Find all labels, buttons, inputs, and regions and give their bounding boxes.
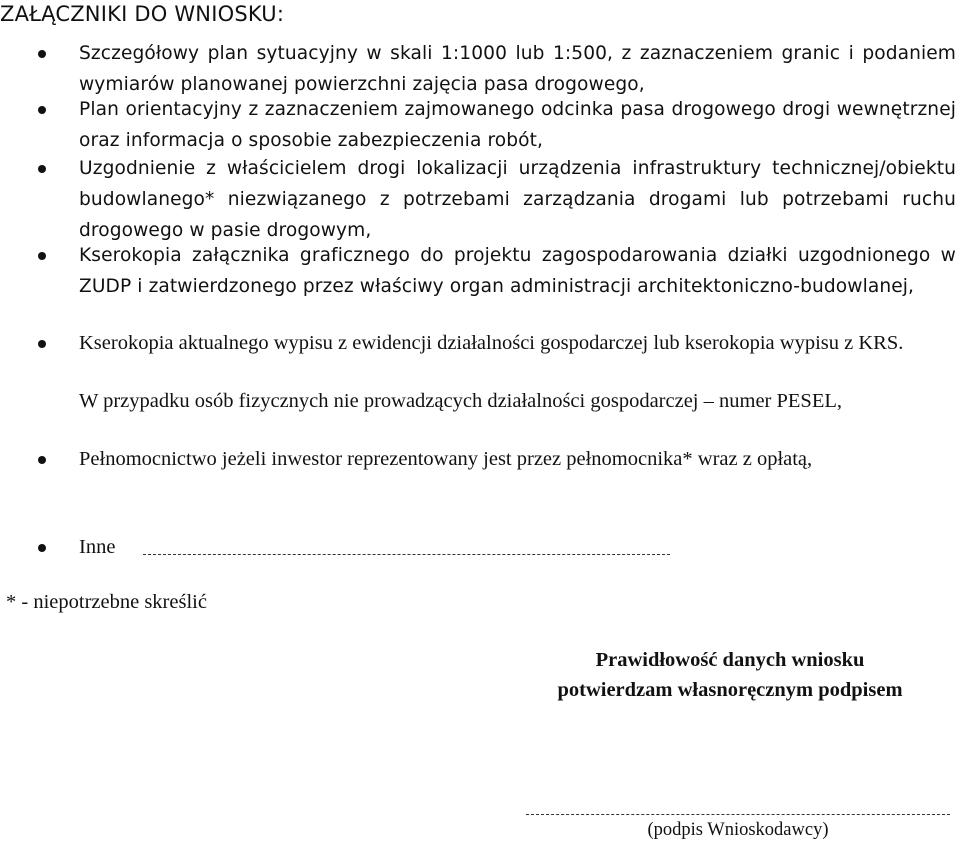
list-item-text: Uzgodnienie z właścicielem drogi lokalizacji urządzenia infrastruktury technicznej/obiektu budowlanego* niezwiązanego z potrzebami zarządzania drogami lub potrzebami ruchu drogowego w pasie drogowym, — [79, 158, 956, 241]
signature-field[interactable] — [526, 814, 950, 815]
bullet-icon — [38, 50, 46, 58]
confirmation-line-2: potwierdzam własnoręcznym podpisem — [557, 679, 903, 701]
list-item-text: Szczegółowy plan sytuacyjny w skali 1:1000 lub 1:500, z zaznaczeniem granic i podaniem wymiarów planowanej powierzchni zajęcia pasa drogowego, — [79, 43, 956, 95]
list-item-text: Plan orientacyjny z zaznaczeniem zajmowanego odcinka pasa drogowego drogi wewnętrznej oraz informacja o sposobie zabezpieczenia robót, — [79, 99, 956, 151]
other-attachments-row — [0, 532, 960, 563]
list-item-text: Kserokopia załącznika graficznego do projektu zagospodarowania działki uzgodnionego w ZUDP i zatwierdzonego przez właściwy organ administracji architektoniczno-budowlanej, — [79, 245, 956, 297]
other-attachments-field[interactable] — [143, 554, 670, 555]
document-title: ZAŁĄCZNIKI DO WNIOSKU: — [0, 2, 285, 26]
bullet-icon — [38, 456, 46, 464]
list-item-text: Kserokopia aktualnego wypisu z ewidencji działalności gospodarczej lub kserokopia wypisu z KRS. — [79, 332, 904, 354]
bullet-icon — [38, 340, 46, 348]
bullet-icon — [38, 544, 46, 552]
bullet-icon — [38, 165, 46, 173]
signature-label: (podpis Wnioskodawcy) — [647, 820, 829, 840]
other-attachments-label: Inne — [79, 536, 116, 558]
confirmation-statement — [500, 645, 960, 705]
bullet-icon — [38, 252, 46, 260]
list-item-text: Pełnomocnictwo jeżeli inwestor reprezentowany jest przez pełnomocnika* wraz z opłatą, — [79, 448, 813, 470]
footnote: * - niepotrzebne skreślić — [6, 591, 207, 613]
list-item-continuation: W przypadku osób fizycznych nie prowadzących działalności gospodarczej – numer PESEL, — [79, 390, 842, 412]
confirmation-line-1: Prawidłowość danych wniosku — [595, 649, 865, 671]
bullet-icon — [38, 106, 46, 114]
